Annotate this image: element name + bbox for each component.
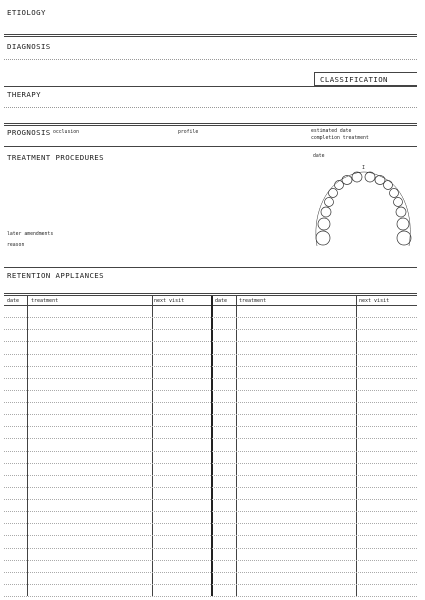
- table-row[interactable]: [4, 390, 417, 391]
- diagnosis-writing-line[interactable]: [4, 59, 417, 60]
- table-row[interactable]: [4, 378, 417, 379]
- divider-therapy: [4, 123, 417, 126]
- table-row[interactable]: [4, 317, 417, 318]
- table-row[interactable]: [4, 354, 417, 355]
- later-amendments-label: later amendments: [7, 232, 54, 237]
- retention-appliances-label: RETENTION APPLIANCES: [7, 271, 104, 280]
- treatment-procedures-label: TREATMENT PROCEDURES: [7, 153, 104, 162]
- divider-prognosis: [4, 146, 417, 147]
- diagnosis-label: DIAGNOSIS: [7, 42, 51, 51]
- table-row[interactable]: [4, 366, 417, 367]
- etiology-label: ETIOLOGY: [7, 8, 46, 17]
- classification-box[interactable]: [314, 72, 417, 86]
- col-header-date-right: date: [215, 298, 228, 304]
- therapy-writing-line[interactable]: [4, 107, 417, 108]
- table-row[interactable]: [4, 487, 417, 488]
- table-row[interactable]: [4, 511, 417, 512]
- profile-field-label: profile: [178, 130, 199, 135]
- prognosis-label: PROGNOSIS: [7, 128, 51, 137]
- table-row[interactable]: [4, 596, 417, 597]
- col-header-treatment-left: treatment: [31, 298, 59, 304]
- arch-midline-marker: I: [362, 165, 366, 171]
- table-row[interactable]: [4, 475, 417, 476]
- retention-table-body[interactable]: [4, 305, 417, 596]
- table-row[interactable]: [4, 426, 417, 427]
- table-row[interactable]: [4, 584, 417, 585]
- table-row[interactable]: [4, 572, 417, 573]
- dental-arch-diagram: [308, 162, 418, 252]
- table-row[interactable]: [4, 560, 417, 561]
- col-header-date-left: date: [7, 298, 20, 304]
- table-row[interactable]: [4, 499, 417, 500]
- table-row[interactable]: [4, 523, 417, 524]
- occlusion-field-label: occlusion: [53, 130, 79, 135]
- table-row[interactable]: [4, 414, 417, 415]
- divider-diagnosis: [4, 86, 417, 87]
- divider-procedures: [4, 267, 417, 268]
- table-row[interactable]: [4, 535, 417, 536]
- therapy-label: THERAPY: [7, 90, 41, 99]
- col-header-treatment-right: treatment: [239, 298, 267, 304]
- table-row[interactable]: [4, 451, 417, 452]
- table-row[interactable]: [4, 438, 417, 439]
- table-row[interactable]: [4, 329, 417, 330]
- table-row[interactable]: [4, 341, 417, 342]
- estimated-date-label: estimated date: [311, 129, 352, 134]
- table-row[interactable]: [4, 548, 417, 549]
- table-row[interactable]: [4, 463, 417, 464]
- table-row[interactable]: [4, 402, 417, 403]
- reason-label: reason: [7, 243, 25, 248]
- col-header-next-visit-left: next visit: [154, 298, 185, 304]
- classification-label: CLASSIFICATION: [320, 75, 388, 84]
- col-header-next-visit-right: next visit: [359, 298, 390, 304]
- completion-treatment-label: completion treatment: [311, 136, 369, 141]
- divider-etiology: [4, 34, 417, 37]
- procedure-date-label: date: [313, 154, 325, 159]
